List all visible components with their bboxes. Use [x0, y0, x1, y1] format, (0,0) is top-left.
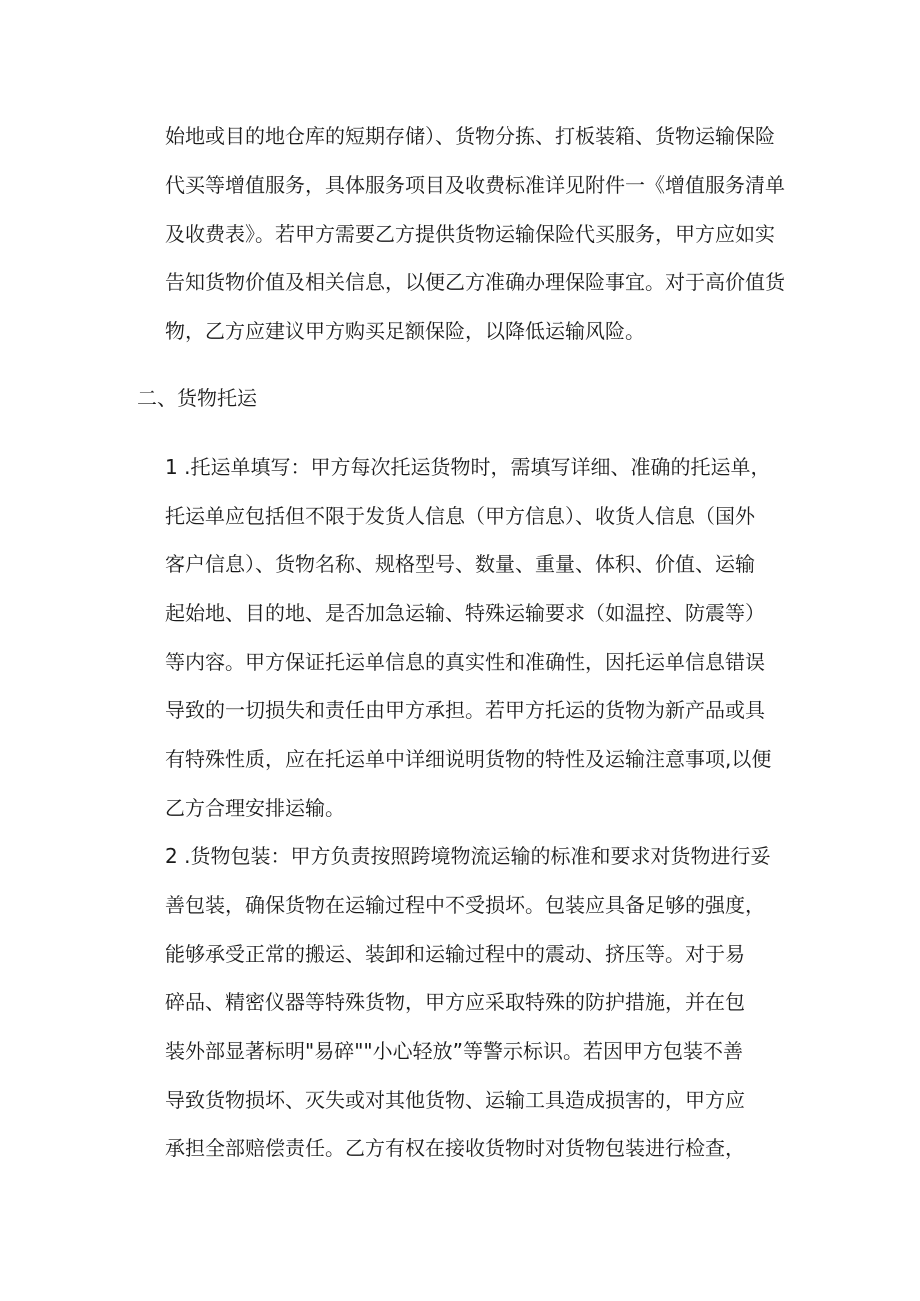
paragraph-line: 及收费表》。若甲方需要乙方提供货物运输保险代买服务，甲方应如实 [165, 222, 775, 246]
paragraph-line: 装外部显著标明"易碎""小心轻放”等警示标识。若因甲方包装不善 [165, 1039, 743, 1063]
paragraph-line: 起始地、目的地、是否加急运输、特殊运输要求（如温控、防震等） [165, 601, 765, 625]
paragraph-line: 善包装，确保货物在运输过程中不受损坏。包装应具备足够的强度， [165, 893, 765, 917]
paragraph-line: 代买等增值服务，具体服务项目及收费标准详见附件一《增值服务清单 [165, 173, 785, 197]
paragraph-line: 2 .货物包装：甲方负责按照跨境物流运输的标准和要求对货物进行妥 [165, 844, 771, 868]
paragraph-line: 承担全部赔偿责任。乙方有权在接收货物时对货物包装进行检查， [165, 1136, 745, 1160]
paragraph-line: 物，乙方应建议甲方购买足额保险，以降低运输风险。 [165, 319, 645, 343]
paragraph-line: 告知货物价值及相关信息，以便乙方准确办理保险事宜。对于高价值货 [165, 270, 785, 294]
paragraph-line: 导致货物损坏、灭失或对其他货物、运输工具造成损害的，甲方应 [165, 1088, 745, 1112]
paragraph-line: 能够承受正常的搬运、装卸和运输过程中的震动、挤压等。对于易 [165, 942, 745, 966]
paragraph-line: 1 .托运单填写：甲方每次托运货物时，需填写详细、准确的托运单， [165, 455, 771, 479]
paragraph-line: 客户信息）、货物名称、规格型号、数量、重量、体积、价值、运输 [165, 552, 755, 576]
paragraph-line: 托运单应包括但不限于发货人信息（甲方信息）、收货人信息（国外 [165, 504, 755, 528]
paragraph-line: 碎品、精密仪器等特殊货物，甲方应采取特殊的防护措施，并在包 [165, 990, 745, 1014]
paragraph-line: 乙方合理安排运输。 [165, 796, 345, 820]
paragraph-line: 等内容。甲方保证托运单信息的真实性和准确性，因托运单信息错误 [165, 650, 765, 674]
paragraph-line: 导致的一切损失和责任由甲方承担。若甲方托运的货物为新产品或具 [165, 698, 765, 722]
section-heading: 二、货物托运 [137, 386, 257, 410]
paragraph-line: 始地或目的地仓库的短期存储）、货物分拣、打板装箱、货物运输保险 [165, 124, 775, 148]
paragraph-line: 有特殊性质，应在托运单中详细说明货物的特性及运输注意事项,以便 [165, 747, 772, 771]
